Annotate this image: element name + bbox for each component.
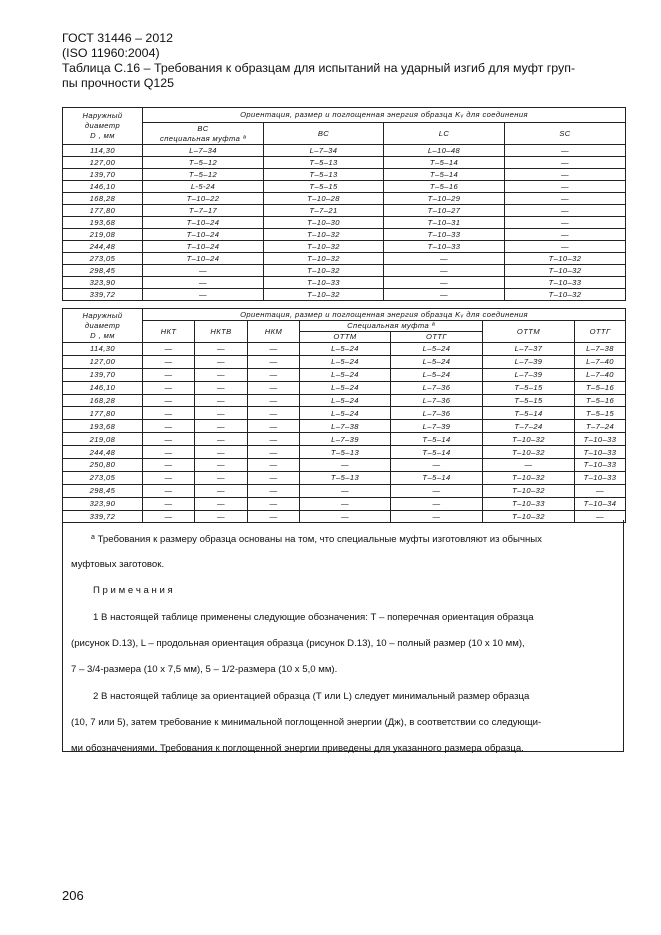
table-cell: 177,80 [63, 407, 143, 420]
table-cell: T–5–14 [391, 433, 483, 446]
table-cell: — [248, 355, 300, 368]
table-cell: — [143, 265, 264, 277]
table-cell: — [143, 355, 195, 368]
table-cell: — [195, 355, 248, 368]
table-cell: L-5-24 [143, 181, 264, 193]
table-cell: — [248, 471, 300, 484]
table-cell: — [391, 510, 483, 523]
table-cell: — [143, 420, 195, 433]
table-cell: — [143, 289, 264, 301]
table-cell: — [248, 368, 300, 381]
col-special-coupling-header: Специальная муфта ª [300, 321, 483, 332]
table-row [63, 407, 626, 420]
table-cell: — [248, 343, 300, 356]
table-row [63, 169, 626, 181]
table-cell: 193,68 [63, 420, 143, 433]
col-sc-header: SC [505, 123, 626, 145]
table-cell: — [248, 407, 300, 420]
table-row [63, 355, 626, 368]
table-cell: — [300, 484, 391, 497]
table-cell: L–7–34 [143, 145, 264, 157]
table-cell: T–10–33 [483, 497, 575, 510]
table-cell: L–7–38 [575, 343, 626, 356]
table-row [63, 433, 626, 446]
page-number: 206 [62, 888, 84, 903]
table-cell: T–5–14 [384, 169, 505, 181]
table1-body [63, 145, 626, 301]
table-cell: 250,80 [63, 459, 143, 472]
table-cell: T–10–33 [575, 433, 626, 446]
table-cell: — [248, 394, 300, 407]
table-cell: 139,70 [63, 169, 143, 181]
table-cell: T–10–32 [264, 229, 384, 241]
table-cell: L–7–39 [300, 433, 391, 446]
table-cell: — [391, 484, 483, 497]
col-ottm-header: ОТТМ [483, 321, 575, 343]
col-nkt-header: НКТ [143, 321, 195, 343]
table-cell: T–5–14 [483, 407, 575, 420]
table2-body [63, 343, 626, 523]
table-cell: — [248, 381, 300, 394]
col-nktv-header: НКТВ [195, 321, 248, 343]
table-cell: T–10–32 [483, 510, 575, 523]
footnote-a-cont: муфтовых заготовок. [71, 559, 165, 570]
table-cell: T–7–17 [143, 205, 264, 217]
table-cell: T–5–15 [264, 181, 384, 193]
table-cell: T–10–33 [505, 277, 626, 289]
table-cell: — [195, 446, 248, 459]
table-cell: — [300, 497, 391, 510]
table-cell: — [143, 471, 195, 484]
table-cell: T–5–14 [391, 471, 483, 484]
table-row [63, 420, 626, 433]
table-cell: 114,30 [63, 145, 143, 157]
table-cell: L–5–24 [300, 355, 391, 368]
note-1-line2: (рисунок D.13), L – продольная ориентация образца (рисунок D.13), 10 – полный размер (10 x 10 мм), [71, 638, 525, 649]
table-cell: L–5–24 [300, 381, 391, 394]
table-cell: T–10–22 [143, 193, 264, 205]
table-cell: — [248, 484, 300, 497]
table-row [63, 368, 626, 381]
table-cell: 339,72 [63, 510, 143, 523]
table-cell: — [505, 241, 626, 253]
table-cell: 244,48 [63, 446, 143, 459]
table-cell: 146,10 [63, 381, 143, 394]
table-cell: L–7–36 [391, 407, 483, 420]
table-cell: — [248, 497, 300, 510]
table-cell: T–10–31 [384, 217, 505, 229]
table-cell: — [391, 459, 483, 472]
table-cell: T–10–32 [483, 446, 575, 459]
table-cell: 323,90 [63, 497, 143, 510]
table-cell: T–10–33 [264, 277, 384, 289]
table-cell: — [575, 484, 626, 497]
table-row [63, 343, 626, 356]
table-cell: T–10–32 [483, 471, 575, 484]
table-cell: — [248, 459, 300, 472]
table-cell: 298,45 [63, 265, 143, 277]
table-cell: 168,28 [63, 193, 143, 205]
table-cell: 273,05 [63, 471, 143, 484]
table-cell: T–10–24 [143, 253, 264, 265]
table-cell: — [195, 497, 248, 510]
table-cell: T–10–27 [384, 205, 505, 217]
table-cell: — [143, 459, 195, 472]
table-cell: L–7–36 [391, 381, 483, 394]
table-cell: T–5–13 [300, 471, 391, 484]
table-cell: T–5–16 [575, 381, 626, 394]
note-2-line3: ми обозначениями. Требования к поглощенной энергии приведены для указанного размера образца. [71, 743, 524, 754]
table-cell: — [195, 433, 248, 446]
note-1-line1: 1 В настоящей таблице применены следующие обозначения: Т – поперечная ориентация образца [93, 612, 534, 623]
table-cell: 298,45 [63, 484, 143, 497]
table-cell: — [195, 510, 248, 523]
table-cell: — [143, 368, 195, 381]
table-cell: T–7–24 [575, 420, 626, 433]
table-cell: — [384, 277, 505, 289]
table-cell: T–10–32 [483, 484, 575, 497]
table-cell: — [505, 229, 626, 241]
table-cell: T–5–16 [575, 394, 626, 407]
note-2-line1: 2 В настоящей таблице за ориентацией образца (Т или L) следует минимальный размер образца [93, 691, 530, 702]
table-row [63, 394, 626, 407]
table-cell: T–5–15 [575, 407, 626, 420]
col-outer-diameter-header-2: Наружный диаметр D , мм [63, 309, 143, 343]
table-cell: — [505, 169, 626, 181]
table-cell: — [143, 394, 195, 407]
table-cell: — [195, 394, 248, 407]
table-row [63, 459, 626, 472]
col-lc-header: LC [384, 123, 505, 145]
table-cell: — [505, 217, 626, 229]
standard-number: ГОСТ 31446 – 2012 [62, 31, 173, 45]
table-cell: — [384, 265, 505, 277]
table-cell: L–5–24 [300, 343, 391, 356]
table-row [63, 497, 626, 510]
table-cell: — [143, 277, 264, 289]
table-row [63, 265, 626, 277]
table-cell: T–10–32 [264, 241, 384, 253]
col-ottg-header: ОТТГ [575, 321, 626, 343]
document-header [62, 31, 575, 91]
group-header: Ориентация, размер и поглощенная энергия образца Kᵥ для соединения [143, 108, 626, 123]
table-cell: — [195, 407, 248, 420]
table-row [63, 145, 626, 157]
table-cell: T–5–12 [143, 169, 264, 181]
table-cell: — [195, 484, 248, 497]
table-cell: — [195, 343, 248, 356]
table-cell: 193,68 [63, 217, 143, 229]
table-cell: — [505, 205, 626, 217]
table-cell: L–7–34 [264, 145, 384, 157]
table-cell: T–10–34 [575, 497, 626, 510]
note-1-line3: 7 – 3/4-размера (10 x 7,5 мм), 5 – 1/2-размера (10 x 5,0 мм). [71, 664, 338, 675]
table-cell: T–10–33 [575, 446, 626, 459]
group-header-2: Ориентация, размер и поглощенная энергия образца Kᵥ для соединения [143, 309, 626, 321]
table-cell: T–10–32 [264, 253, 384, 265]
table-cell: T–10–24 [143, 229, 264, 241]
table-cell: T–5–15 [483, 381, 575, 394]
table-cell: L–5–24 [391, 368, 483, 381]
table-cell: L–7–40 [575, 355, 626, 368]
col-special-ottg-header: ОТТГ [391, 332, 483, 343]
table-cell: — [143, 446, 195, 459]
table-cell: 168,28 [63, 394, 143, 407]
table-cell: T–5–16 [384, 181, 505, 193]
table-cell: — [483, 459, 575, 472]
table-cell: T–10–33 [384, 229, 505, 241]
table-cell: — [143, 381, 195, 394]
table-cell: 219,08 [63, 433, 143, 446]
table-cell: T–5–13 [300, 446, 391, 459]
table-row [63, 157, 626, 169]
table-cell: — [195, 420, 248, 433]
table-cell: — [195, 381, 248, 394]
table-cell: 339,72 [63, 289, 143, 301]
table-cell: T–10–33 [575, 459, 626, 472]
table-cell: — [195, 471, 248, 484]
table-cell: L–10–48 [384, 145, 505, 157]
table-cell: L–7–40 [575, 368, 626, 381]
table-row [63, 217, 626, 229]
table-cell: — [248, 446, 300, 459]
table-cell: 177,80 [63, 205, 143, 217]
table-cell: — [505, 193, 626, 205]
table-cell: — [248, 510, 300, 523]
note-2-line2: (10, 7 или 5), затем требование к минимальной поглощенной энергии (Дж), в соответствии со следующи- [71, 717, 542, 728]
table-cell: — [384, 289, 505, 301]
table-cell: — [195, 459, 248, 472]
table-cell: — [143, 343, 195, 356]
table-cell: T–10–33 [384, 241, 505, 253]
iso-reference: (ISO 11960:2004) [62, 46, 160, 60]
table-row [63, 471, 626, 484]
table-cell: — [248, 420, 300, 433]
table-couplings-part2 [62, 308, 626, 523]
table-cell: L–7–39 [391, 420, 483, 433]
table-cell: T–10–32 [505, 253, 626, 265]
table-cell: T–5–12 [143, 157, 264, 169]
table-cell: T–5–14 [384, 157, 505, 169]
table-cell: 127,00 [63, 355, 143, 368]
col-bc-header: BC [264, 123, 384, 145]
table-cell: L–5–24 [391, 355, 483, 368]
table-cell: T–10–32 [264, 289, 384, 301]
table-cell: T–5–14 [391, 446, 483, 459]
col-nkm-header: НКМ [248, 321, 300, 343]
table-cell: 146,10 [63, 181, 143, 193]
table-cell: T–10–24 [143, 241, 264, 253]
table-cell: T–10–30 [264, 217, 384, 229]
table-cell: T–5–13 [264, 157, 384, 169]
notes-box [62, 520, 624, 752]
table-cell: — [505, 157, 626, 169]
table-cell: — [143, 433, 195, 446]
table-cell: T–10–29 [384, 193, 505, 205]
col-outer-diameter-header: Наружный диаметр D , мм [63, 108, 143, 145]
table-row [63, 484, 626, 497]
table-cell: 219,08 [63, 229, 143, 241]
table-cell: — [248, 433, 300, 446]
table-row [63, 229, 626, 241]
table-cell: — [143, 407, 195, 420]
table-cell: T–10–32 [483, 433, 575, 446]
table-cell: L–5–24 [391, 343, 483, 356]
table-cell: L–5–24 [300, 407, 391, 420]
table-cell: L–7–39 [483, 368, 575, 381]
table-cell: — [300, 510, 391, 523]
table-cell: 244,48 [63, 241, 143, 253]
table-cell: T–5–13 [264, 169, 384, 181]
col-special-ottm-header: ОТТМ [300, 332, 391, 343]
col-bc-special-header: BC специальная муфта ª [143, 123, 264, 145]
table-cell: — [575, 510, 626, 523]
table-cell: — [505, 145, 626, 157]
table-cell: L–5–24 [300, 368, 391, 381]
table-cell: 323,90 [63, 277, 143, 289]
table-cell: T–7–21 [264, 205, 384, 217]
table-cell: — [300, 459, 391, 472]
table-cell: 114,30 [63, 343, 143, 356]
table-cell: L–7–39 [483, 355, 575, 368]
table-cell: — [143, 510, 195, 523]
table-cell: L–7–38 [300, 420, 391, 433]
footnote-a: $^а$ Требования к размеру образца основаны на том, что специальные муфты изготовляют из обычных [91, 534, 542, 545]
table-cell: T–10–24 [143, 217, 264, 229]
table-row [63, 205, 626, 217]
table-cell: — [391, 497, 483, 510]
table-cell: 139,70 [63, 368, 143, 381]
table-row [63, 241, 626, 253]
table-row [63, 381, 626, 394]
table-cell: L–7–37 [483, 343, 575, 356]
table-cell: — [143, 484, 195, 497]
table-row [63, 277, 626, 289]
table-cell: 273,05 [63, 253, 143, 265]
table-cell: 127,00 [63, 157, 143, 169]
table-caption-line2: пы прочности Q125 [62, 76, 175, 90]
table-row [63, 193, 626, 205]
table-couplings-part1 [62, 107, 626, 301]
notes-title: П р и м е ч а н и я [93, 585, 173, 596]
table-row [63, 446, 626, 459]
table-cell: T–5–15 [483, 394, 575, 407]
table-cell: T–10–32 [505, 289, 626, 301]
table-cell: L–7–36 [391, 394, 483, 407]
table-cell: — [384, 253, 505, 265]
table-cell: T–10–32 [264, 265, 384, 277]
table-cell: T–7–24 [483, 420, 575, 433]
table-cell: — [505, 181, 626, 193]
table-cell: L–5–24 [300, 394, 391, 407]
table-row [63, 289, 626, 301]
table-cell: — [195, 368, 248, 381]
table-row [63, 253, 626, 265]
table-cell: T–10–32 [505, 265, 626, 277]
table-cell: T–10–28 [264, 193, 384, 205]
table-cell: — [143, 497, 195, 510]
table-cell: T–10–33 [575, 471, 626, 484]
table-row [63, 181, 626, 193]
table-caption-line1: Таблица С.16 – Требования к образцам для испытаний на ударный изгиб для муфт груп- [62, 61, 576, 75]
